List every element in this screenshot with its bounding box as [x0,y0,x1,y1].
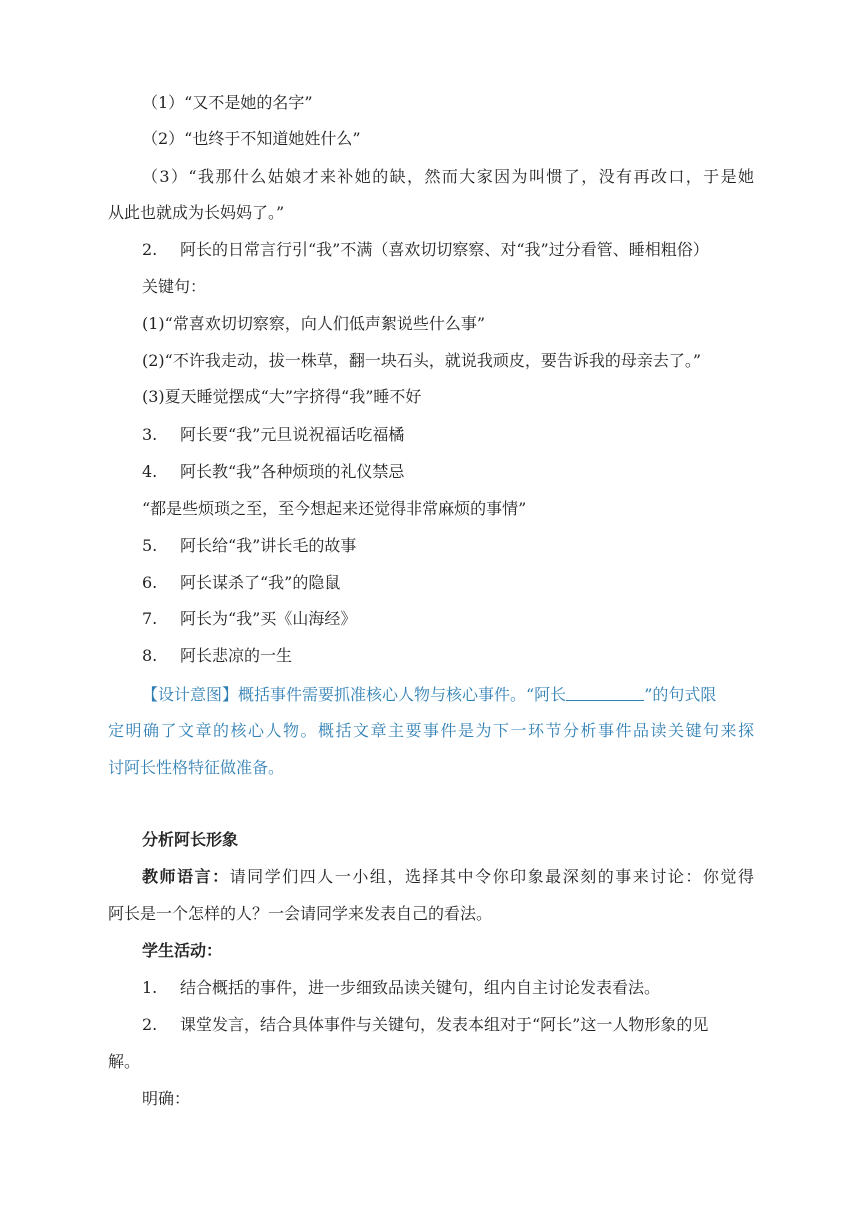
item-number: 1. [142,978,158,997]
item-text: 阿长教“我”各种烦琐的礼仪禁忌 [180,462,405,481]
event-item-4 [0,460,860,484]
text: （3）“我那什么姑娘才来补她的缺，然而大家因为叫惯了，没有再改口，于是她 [142,167,754,186]
text: “都是些烦琐之至，至今想起来还觉得非常麻烦的事情” [142,499,527,518]
quote-line-4 [0,497,860,521]
event-item-5 [0,534,860,558]
title: 分析阿长形象 [142,830,239,849]
design-text: 定明确了文章的核心人物。概括文章主要事件是为下一环节分析事件品读关键句来探 [108,721,754,740]
item-text: 阿长为“我”买《山海经》 [180,609,357,628]
item-number: 6. [142,573,158,592]
student-activity-2-cont [0,1050,860,1074]
item-number: 4. [142,462,158,481]
item-number: 2. [142,240,158,259]
text: (2)“不许我走动，拔一株草，翻一块石头，就说我顽皮，要告诉我的母亲去了。” [142,351,702,370]
quote-line-3-cont [0,201,860,225]
item-text: 阿长的日常言行引“我”不满（喜欢切切察察、对“我”过分看管、睡相粗俗） [180,240,709,259]
text: 关键句： [142,277,207,296]
event-item-3 [0,423,860,447]
quote-line-2 [0,127,860,151]
clarify-label [0,1087,860,1111]
text: 明确： [142,1089,191,1108]
student-activity-label [0,939,860,963]
key-sentence-1 [0,312,860,336]
event-item-6 [0,571,860,595]
student-activity-2 [0,1013,860,1037]
item-text: 阿长谋杀了“我”的隐鼠 [180,573,341,592]
text: 解。 [108,1052,141,1071]
item-number: 3. [142,425,158,444]
teacher-text: 阿长是一个怎样的人？一会请同学来发表自己的看法。 [108,904,493,923]
item-text: 阿长悲凉的一生 [180,646,293,665]
label: 学生活动： [142,941,223,960]
key-sentence-2 [0,349,860,373]
design-text: 【设计意图】概括事件需要抓准核心人物与核心事件。“阿长 [142,685,567,704]
item-text: 课堂发言，结合具体事件与关键句，发表本组对于“阿长”这一人物形象的见 [180,1015,709,1034]
item-text: 结合概括的事件，进一步细致品读关键句，组内自主讨论发表看法。 [180,978,661,997]
design-text: ”的句式限 [644,685,717,704]
text: 从此也就成为长妈妈了。” [108,203,285,222]
section-title [0,828,860,852]
event-item-7 [0,607,860,631]
text: （2）“也终于不知道她姓什么” [142,129,361,148]
teacher-speech-line-1 [108,865,754,889]
text: (1)“常喜欢切切察察，向人们低声絮说些什么事” [142,314,486,333]
quote-line-3 [108,165,754,189]
text: （1）“又不是她的名字” [142,93,313,112]
teacher-text: 请同学们四人一小组，选择其中令你印象最深刻的事来讨论：你觉得 [229,867,754,886]
item-text: 阿长要“我”元旦说祝福话吃福橘 [180,425,405,444]
item-number: 8. [142,646,158,665]
student-activity-1 [0,976,860,1000]
item-text: 阿长给“我”讲长毛的故事 [180,536,357,555]
event-item-2 [0,238,860,262]
item-number: 7. [142,609,158,628]
key-sentence-3 [0,385,860,409]
item-number: 2. [142,1015,158,1034]
design-intent-line-2 [108,719,754,743]
text: (3)夏天睡觉摆成“大”字挤得“我”睡不好 [142,387,422,406]
key-sentence-label [0,275,860,299]
teacher-speech-line-2 [0,902,860,926]
teacher-label: 教师语言： [142,867,230,886]
quote-line-1 [0,91,860,115]
design-intent-line-1 [142,683,754,707]
event-item-8 [0,644,860,668]
design-text: 讨阿长性格特征做准备。 [108,758,285,777]
item-number: 5. [142,536,158,555]
design-intent-line-3 [0,756,860,780]
fill-blank [566,686,644,701]
